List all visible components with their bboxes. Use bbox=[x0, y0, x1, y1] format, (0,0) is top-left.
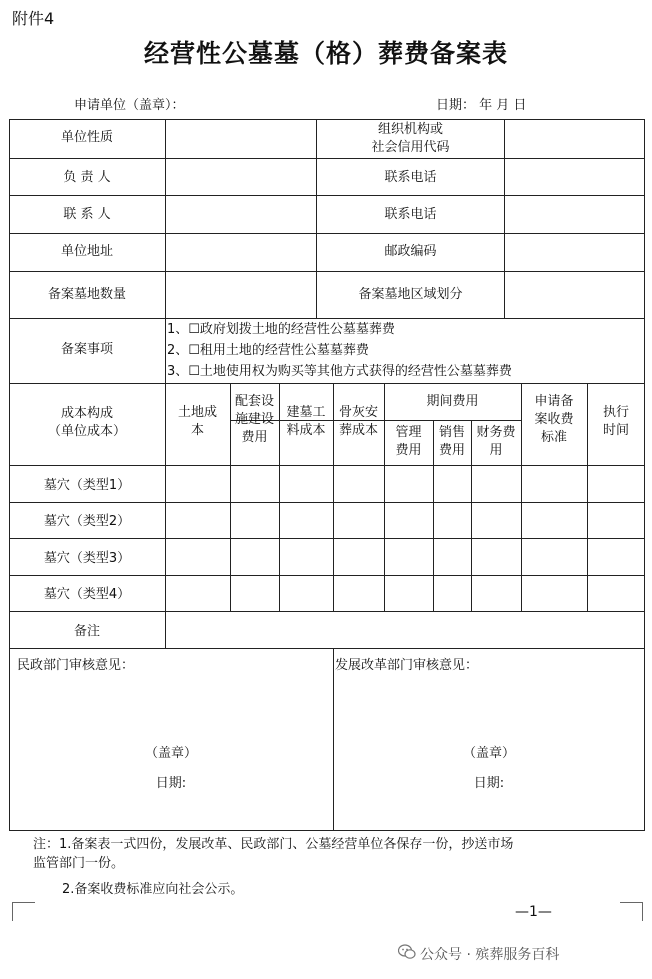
org-code-label: 组织机构或 社会信用代码 bbox=[371, 122, 450, 155]
phone-label-2: 联系电话 bbox=[384, 207, 437, 222]
page-title: 经营性公墓墓（格）葬费备案表 bbox=[143, 39, 508, 68]
address-label: 单位地址 bbox=[60, 244, 113, 259]
grave-type-4-label: 墓穴（类型4） bbox=[43, 587, 131, 602]
remarks-label: 备注 bbox=[73, 624, 100, 639]
construction-cost-header: 建墓工 料成本 bbox=[286, 405, 326, 438]
land-cost-header: 土地成 本 bbox=[177, 405, 217, 438]
grave-type-2-label: 墓穴（类型2） bbox=[43, 514, 131, 529]
management-expense-header: 管理 费用 bbox=[395, 425, 422, 458]
ash-burial-cost-header: 骨灰安 葬成本 bbox=[338, 405, 378, 438]
finance-expense-header: 财务费 用 bbox=[476, 425, 516, 458]
form-table-grid bbox=[9, 119, 645, 831]
grave-type-1-label: 墓穴（类型1） bbox=[43, 478, 131, 493]
crop-mark-left bbox=[12, 902, 35, 921]
development-review-label: 发展改革部门审核意见： bbox=[335, 658, 479, 673]
filing-items-label: 备案事项 bbox=[60, 342, 113, 357]
applicant-label: 申请单位（盖章）： bbox=[74, 98, 185, 113]
crop-mark-right bbox=[620, 902, 643, 921]
contact-label: 联 系 人 bbox=[63, 207, 111, 222]
apply-fee-standard-header: 申请备 案收费 标准 bbox=[534, 394, 574, 445]
wechat-icon bbox=[398, 944, 416, 960]
grave-type-3-label: 墓穴（类型3） bbox=[43, 551, 131, 566]
page-number: —1— bbox=[515, 904, 552, 920]
filing-option-1[interactable]: 1、☐政府划拨土地的经营性公墓墓葬费 bbox=[167, 322, 395, 337]
date-label: 日期： 年 月 日 bbox=[436, 98, 527, 113]
development-seal: （盖章） bbox=[462, 746, 515, 761]
cemetery-count-label: 备案墓地数量 bbox=[47, 287, 126, 302]
civil-affairs-review-label: 民政部门审核意见： bbox=[17, 658, 135, 673]
attachment-label: 附件4 bbox=[12, 9, 55, 28]
note-2: 2.备案收费标准应向社会公示。 bbox=[62, 882, 244, 897]
watermark-text: 公众号 · 殡葬服务百科 bbox=[420, 947, 560, 963]
unit-nature-label: 单位性质 bbox=[60, 130, 113, 145]
note-1: 注：1.备案表一式四份，发展改革、民政部门、公墓经营单位各保存一份，抄送市场 监管部门一份。 bbox=[33, 837, 514, 871]
phone-label-1: 联系电话 bbox=[384, 170, 437, 185]
supporting-cost-header: 配套设 施建设 费用 bbox=[234, 394, 274, 445]
postcode-label: 邮政编码 bbox=[384, 244, 437, 259]
filing-option-3[interactable]: 3、☐土地使用权为购买等其他方式获得的经营性公墓墓葬费 bbox=[167, 364, 512, 379]
cemetery-region-label: 备案墓地区域划分 bbox=[358, 287, 463, 302]
sales-expense-header: 销售 费用 bbox=[438, 425, 465, 458]
civil-affairs-date: 日期: bbox=[155, 776, 187, 791]
person-in-charge-label: 负 责 人 bbox=[63, 170, 111, 185]
development-date: 日期: bbox=[473, 776, 505, 791]
civil-affairs-seal: （盖章） bbox=[144, 746, 197, 761]
period-expense-header: 期间费用 bbox=[426, 394, 479, 409]
filing-option-2[interactable]: 2、☐租用土地的经营性公墓墓葬费 bbox=[167, 343, 369, 358]
cost-structure-label: 成本构成 （单位成本） bbox=[47, 406, 126, 439]
execution-time-header: 执行 时间 bbox=[602, 405, 629, 438]
